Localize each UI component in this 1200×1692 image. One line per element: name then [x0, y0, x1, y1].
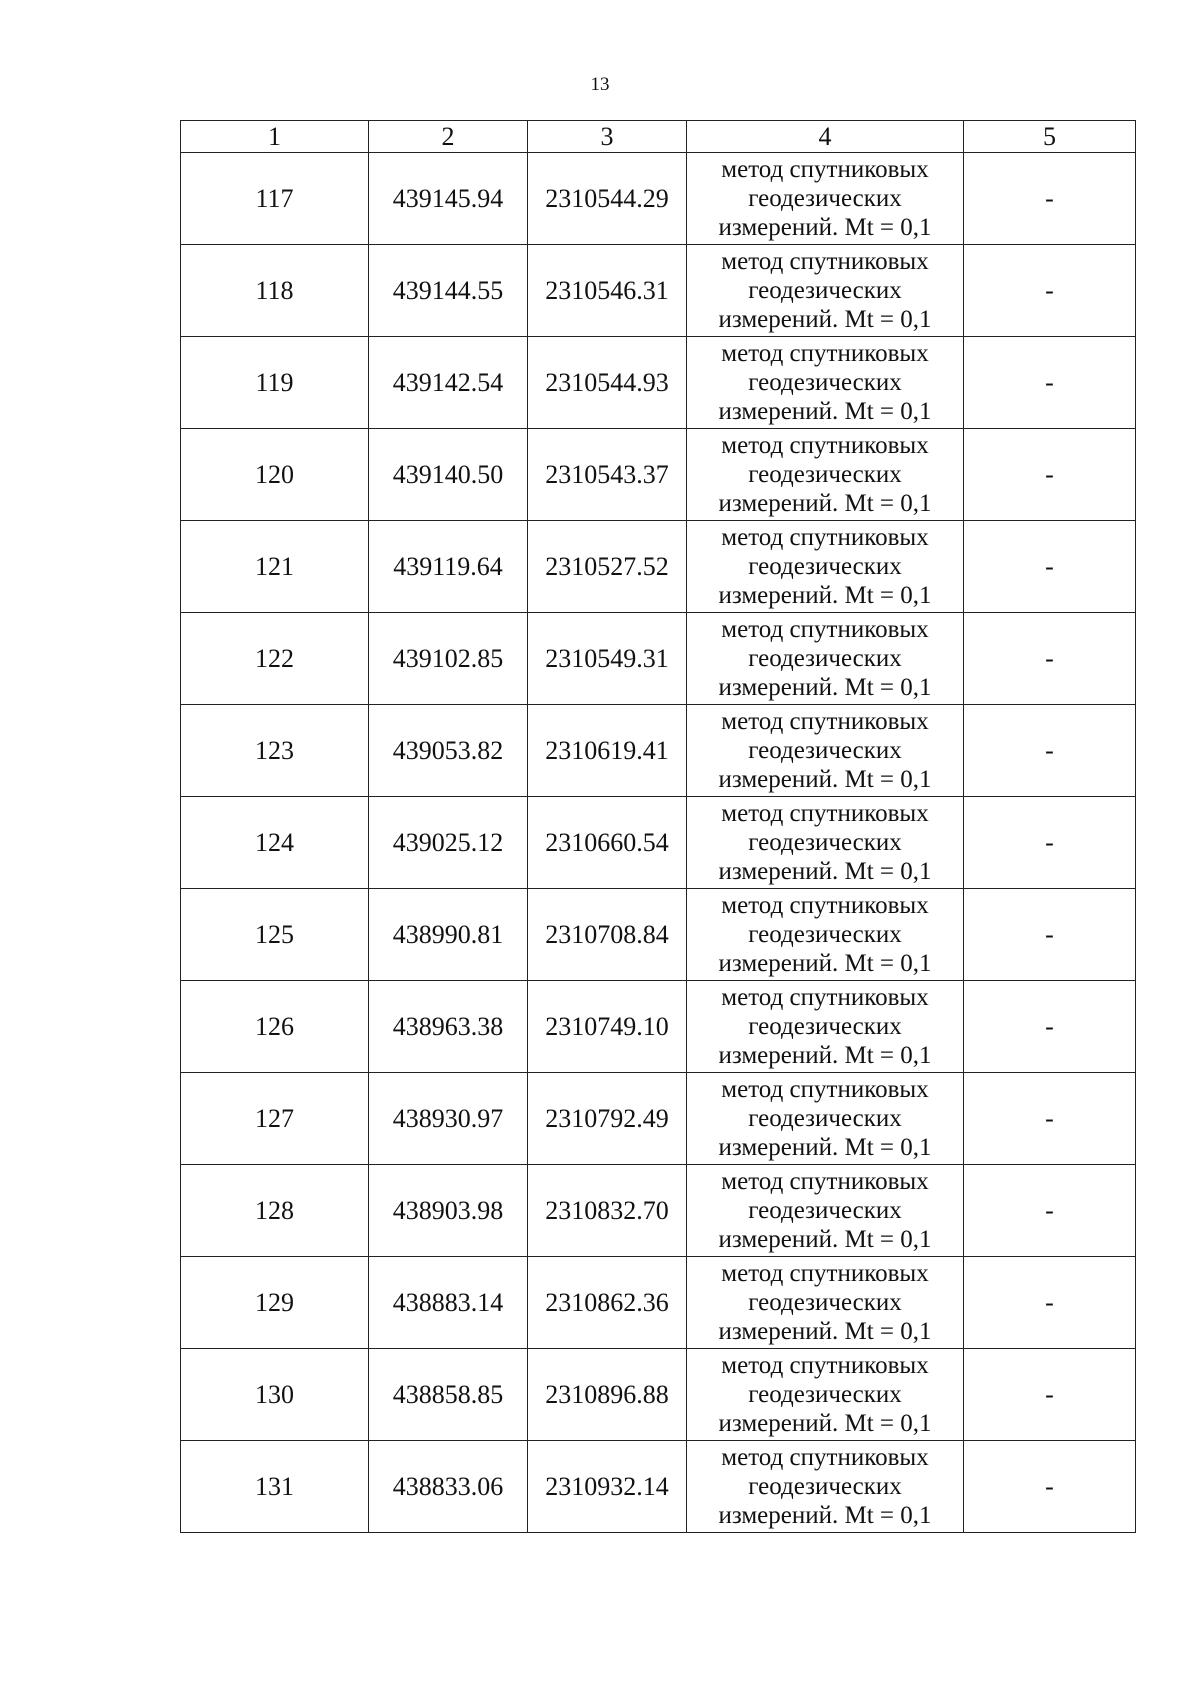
method-cell — [687, 889, 964, 981]
point-number-cell: 129 — [181, 1257, 369, 1349]
method-line-2: геодезических — [748, 369, 902, 396]
note-cell: - — [964, 245, 1136, 337]
header-col-3: 3 — [528, 121, 687, 153]
note-cell: - — [964, 705, 1136, 797]
point-number-cell: 119 — [181, 337, 369, 429]
method-line-2: геодезических — [748, 737, 902, 764]
note-cell: - — [964, 429, 1136, 521]
coordinate-x-cell: 438990.81 — [369, 889, 528, 981]
coordinate-y-cell: 2310832.70 — [528, 1165, 687, 1257]
method-line-3: измерений. Mt = 0,1 — [718, 858, 932, 885]
method-cell — [687, 337, 964, 429]
coordinate-x-cell: 438930.97 — [369, 1073, 528, 1165]
table-row — [181, 797, 1136, 889]
method-line-1: метод спутниковых — [721, 984, 929, 1011]
method-line-3: измерений. Mt = 0,1 — [718, 1410, 932, 1437]
coordinate-y-cell: 2310619.41 — [528, 705, 687, 797]
coordinate-x-cell: 439025.12 — [369, 797, 528, 889]
point-number-cell: 124 — [181, 797, 369, 889]
note-cell: - — [964, 1441, 1136, 1533]
point-number-cell: 121 — [181, 521, 369, 613]
method-line-2: геодезических — [748, 1013, 902, 1040]
method-cell — [687, 613, 964, 705]
point-number-cell: 122 — [181, 613, 369, 705]
point-number-cell: 118 — [181, 245, 369, 337]
method-line-1: метод спутниковых — [721, 1352, 929, 1379]
method-line-2: геодезических — [748, 461, 902, 488]
table-row — [181, 705, 1136, 797]
note-cell: - — [964, 1165, 1136, 1257]
method-line-3: измерений. Mt = 0,1 — [718, 1226, 932, 1253]
header-col-1: 1 — [181, 121, 369, 153]
method-cell — [687, 1349, 964, 1441]
method-line-3: измерений. Mt = 0,1 — [718, 674, 932, 701]
table-row — [181, 245, 1136, 337]
method-cell — [687, 981, 964, 1073]
coordinate-y-cell: 2310544.93 — [528, 337, 687, 429]
method-cell — [687, 1441, 964, 1533]
table-row — [181, 613, 1136, 705]
table-row — [181, 429, 1136, 521]
coordinates-table — [180, 120, 1136, 1533]
coordinate-y-cell: 2310862.36 — [528, 1257, 687, 1349]
method-cell — [687, 429, 964, 521]
table-row — [181, 1165, 1136, 1257]
method-line-2: геодезических — [748, 277, 902, 304]
method-cell — [687, 705, 964, 797]
table-row — [181, 1257, 1136, 1349]
method-line-1: метод спутниковых — [721, 1444, 929, 1471]
coordinate-y-cell: 2310708.84 — [528, 889, 687, 981]
coordinate-x-cell: 438833.06 — [369, 1441, 528, 1533]
point-number-cell: 117 — [181, 153, 369, 245]
table-row — [181, 981, 1136, 1073]
method-line-1: метод спутниковых — [721, 248, 929, 275]
method-line-3: измерений. Mt = 0,1 — [718, 214, 932, 241]
method-line-3: измерений. Mt = 0,1 — [718, 1134, 932, 1161]
coordinate-y-cell: 2310549.31 — [528, 613, 687, 705]
method-cell — [687, 245, 964, 337]
note-cell: - — [964, 521, 1136, 613]
method-line-3: измерений. Mt = 0,1 — [718, 1318, 932, 1345]
coordinate-x-cell: 438883.14 — [369, 1257, 528, 1349]
point-number-cell: 126 — [181, 981, 369, 1073]
header-col-4: 4 — [687, 121, 964, 153]
point-number-cell: 125 — [181, 889, 369, 981]
method-line-1: метод спутниковых — [721, 1260, 929, 1287]
method-line-1: метод спутниковых — [721, 892, 929, 919]
point-number-cell: 120 — [181, 429, 369, 521]
page-number: 13 — [590, 74, 610, 95]
method-line-3: измерений. Mt = 0,1 — [718, 398, 932, 425]
method-line-2: геодезических — [748, 1473, 902, 1500]
method-line-3: измерений. Mt = 0,1 — [718, 306, 932, 333]
coordinate-x-cell: 439145.94 — [369, 153, 528, 245]
note-cell: - — [964, 889, 1136, 981]
method-line-3: измерений. Mt = 0,1 — [718, 1502, 932, 1529]
method-line-1: метод спутниковых — [721, 156, 929, 183]
note-cell: - — [964, 613, 1136, 705]
coordinate-x-cell: 439119.64 — [369, 521, 528, 613]
coordinate-y-cell: 2310546.31 — [528, 245, 687, 337]
method-line-2: геодезических — [748, 185, 902, 212]
coordinate-y-cell: 2310527.52 — [528, 521, 687, 613]
method-line-1: метод спутниковых — [721, 1168, 929, 1195]
note-cell: - — [964, 1349, 1136, 1441]
coordinate-y-cell: 2310749.10 — [528, 981, 687, 1073]
coordinate-x-cell: 439144.55 — [369, 245, 528, 337]
note-cell: - — [964, 153, 1136, 245]
point-number-cell: 130 — [181, 1349, 369, 1441]
coordinate-x-cell: 439142.54 — [369, 337, 528, 429]
note-cell: - — [964, 337, 1136, 429]
coordinate-y-cell: 2310896.88 — [528, 1349, 687, 1441]
method-cell — [687, 1257, 964, 1349]
method-line-2: геодезических — [748, 553, 902, 580]
table-row — [181, 153, 1136, 245]
note-cell: - — [964, 1257, 1136, 1349]
table-row — [181, 889, 1136, 981]
coordinate-x-cell: 439053.82 — [369, 705, 528, 797]
point-number-cell: 123 — [181, 705, 369, 797]
table-row — [181, 521, 1136, 613]
method-line-2: геодезических — [748, 921, 902, 948]
method-line-2: геодезических — [748, 829, 902, 856]
method-cell — [687, 1165, 964, 1257]
coordinate-y-cell: 2310543.37 — [528, 429, 687, 521]
method-line-2: геодезических — [748, 645, 902, 672]
method-line-2: геодезических — [748, 1381, 902, 1408]
coordinate-y-cell: 2310932.14 — [528, 1441, 687, 1533]
method-line-3: измерений. Mt = 0,1 — [718, 1042, 932, 1069]
method-line-1: метод спутниковых — [721, 524, 929, 551]
coordinate-y-cell: 2310792.49 — [528, 1073, 687, 1165]
method-line-3: измерений. Mt = 0,1 — [718, 490, 932, 517]
method-line-3: измерений. Mt = 0,1 — [718, 766, 932, 793]
method-line-1: метод спутниковых — [721, 340, 929, 367]
method-cell — [687, 1073, 964, 1165]
header-col-2: 2 — [369, 121, 528, 153]
coordinate-y-cell: 2310660.54 — [528, 797, 687, 889]
method-cell — [687, 797, 964, 889]
table-row — [181, 337, 1136, 429]
method-cell — [687, 521, 964, 613]
method-line-2: геодезических — [748, 1105, 902, 1132]
point-number-cell: 128 — [181, 1165, 369, 1257]
method-line-1: метод спутниковых — [721, 432, 929, 459]
header-row — [181, 121, 1136, 153]
coordinate-x-cell: 439140.50 — [369, 429, 528, 521]
coordinate-x-cell: 438903.98 — [369, 1165, 528, 1257]
method-line-2: геодезических — [748, 1289, 902, 1316]
method-line-3: измерений. Mt = 0,1 — [718, 950, 932, 977]
method-line-2: геодезических — [748, 1197, 902, 1224]
note-cell: - — [964, 797, 1136, 889]
point-number-cell: 127 — [181, 1073, 369, 1165]
coordinate-y-cell: 2310544.29 — [528, 153, 687, 245]
method-cell — [687, 153, 964, 245]
coordinate-x-cell: 438963.38 — [369, 981, 528, 1073]
note-cell: - — [964, 981, 1136, 1073]
method-line-1: метод спутниковых — [721, 1076, 929, 1103]
table-body — [181, 153, 1136, 1533]
table-row — [181, 1349, 1136, 1441]
method-line-1: метод спутниковых — [721, 708, 929, 735]
coordinate-x-cell: 438858.85 — [369, 1349, 528, 1441]
header-col-5: 5 — [964, 121, 1136, 153]
coordinate-x-cell: 439102.85 — [369, 613, 528, 705]
method-line-1: метод спутниковых — [721, 800, 929, 827]
note-cell: - — [964, 1073, 1136, 1165]
point-number-cell: 131 — [181, 1441, 369, 1533]
table-row — [181, 1441, 1136, 1533]
method-line-3: измерений. Mt = 0,1 — [718, 582, 932, 609]
method-line-1: метод спутниковых — [721, 616, 929, 643]
table-row — [181, 1073, 1136, 1165]
